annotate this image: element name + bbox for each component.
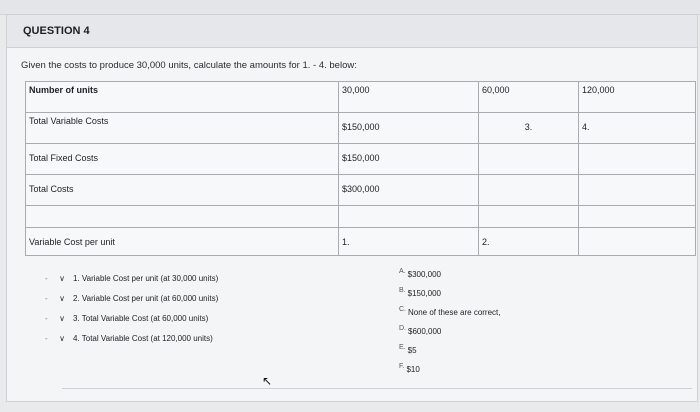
cell-units-120000: 120,000 (579, 82, 696, 113)
cell-tvc-120000: 4. (579, 113, 696, 144)
cell-vcpu-120000 (579, 228, 696, 256)
table-row-total-costs (26, 175, 696, 206)
chevron-down-icon[interactable]: ∨ (59, 273, 65, 283)
cell-vcpu-60000: 2. (479, 228, 579, 256)
row-label-variable-cost-per-unit: Variable Cost per unit (26, 228, 339, 256)
choice-c: C. None of these are correct, (399, 306, 501, 317)
row-label-number-of-units: Number of units (26, 82, 339, 113)
matching-item-label: 1. Variable Cost per unit (at 30,000 units) (73, 273, 219, 283)
cell-empty-60000 (479, 206, 579, 228)
cell-tfc-30000: $150,000 (339, 144, 479, 175)
answer-choices (399, 270, 501, 384)
matching-item-1 (45, 268, 218, 288)
matching-item-4 (45, 328, 218, 348)
matching-item-2 (45, 288, 218, 308)
panel-divider (62, 388, 692, 389)
row-label-empty (26, 206, 339, 228)
cell-tc-120000 (579, 175, 696, 206)
row-label-total-costs: Total Costs (26, 175, 339, 206)
question-panel (6, 14, 698, 402)
table-row-empty (26, 206, 696, 228)
question-title: QUESTION 4 (23, 25, 90, 37)
dash-marker: - (45, 333, 48, 343)
choice-b: B. $150,000 (399, 287, 441, 298)
cell-units-30000: 30,000 (339, 82, 479, 113)
table-row-variable-cost-per-unit (26, 228, 696, 256)
dash-marker: - (45, 293, 48, 303)
choice-d: D. $600,000 (399, 325, 442, 336)
dash-marker: - (45, 313, 48, 323)
matching-items (45, 268, 218, 348)
table-row-units (26, 82, 696, 113)
row-label-total-variable-costs: Total Variable Costs (26, 113, 339, 144)
cost-table (25, 81, 696, 256)
cell-tfc-60000 (479, 144, 579, 175)
chevron-down-icon[interactable]: ∨ (59, 333, 65, 343)
table-row-total-variable (26, 113, 696, 144)
chevron-down-icon[interactable]: ∨ (59, 293, 65, 303)
matching-item-label: 3. Total Variable Cost (at 60,000 units) (73, 313, 209, 323)
cell-tc-60000 (479, 175, 579, 206)
question-prompt: Given the costs to produce 30,000 units, calculate the amounts for 1. - 4. below: (21, 60, 357, 71)
matching-item-label: 2. Variable Cost per unit (at 60,000 units) (73, 293, 219, 303)
cell-tfc-120000 (579, 144, 696, 175)
cell-empty-30000 (339, 206, 479, 228)
dash-marker: - (45, 273, 48, 283)
cell-tvc-30000: $150,000 (339, 113, 479, 144)
cell-vcpu-30000: 1. (339, 228, 479, 256)
cell-empty-120000 (579, 206, 696, 228)
row-label-total-fixed-costs: Total Fixed Costs (26, 144, 339, 175)
cell-tc-30000: $300,000 (339, 175, 479, 206)
browser-top-strip (0, 0, 700, 15)
table-row-total-fixed (26, 144, 696, 175)
choice-a: A. $300,000 (399, 268, 441, 279)
choice-f: F. $10 (399, 363, 420, 374)
matching-item-label: 4. Total Variable Cost (at 120,000 units) (73, 333, 213, 343)
matching-item-3 (45, 308, 218, 328)
chevron-down-icon[interactable]: ∨ (59, 313, 65, 323)
arrow-cursor-icon: ↖ (262, 374, 273, 388)
choice-e: E. $5 (399, 344, 417, 355)
cell-units-60000: 60,000 (479, 82, 579, 113)
question-header (7, 15, 697, 48)
cell-tvc-60000: 3. (479, 113, 579, 144)
